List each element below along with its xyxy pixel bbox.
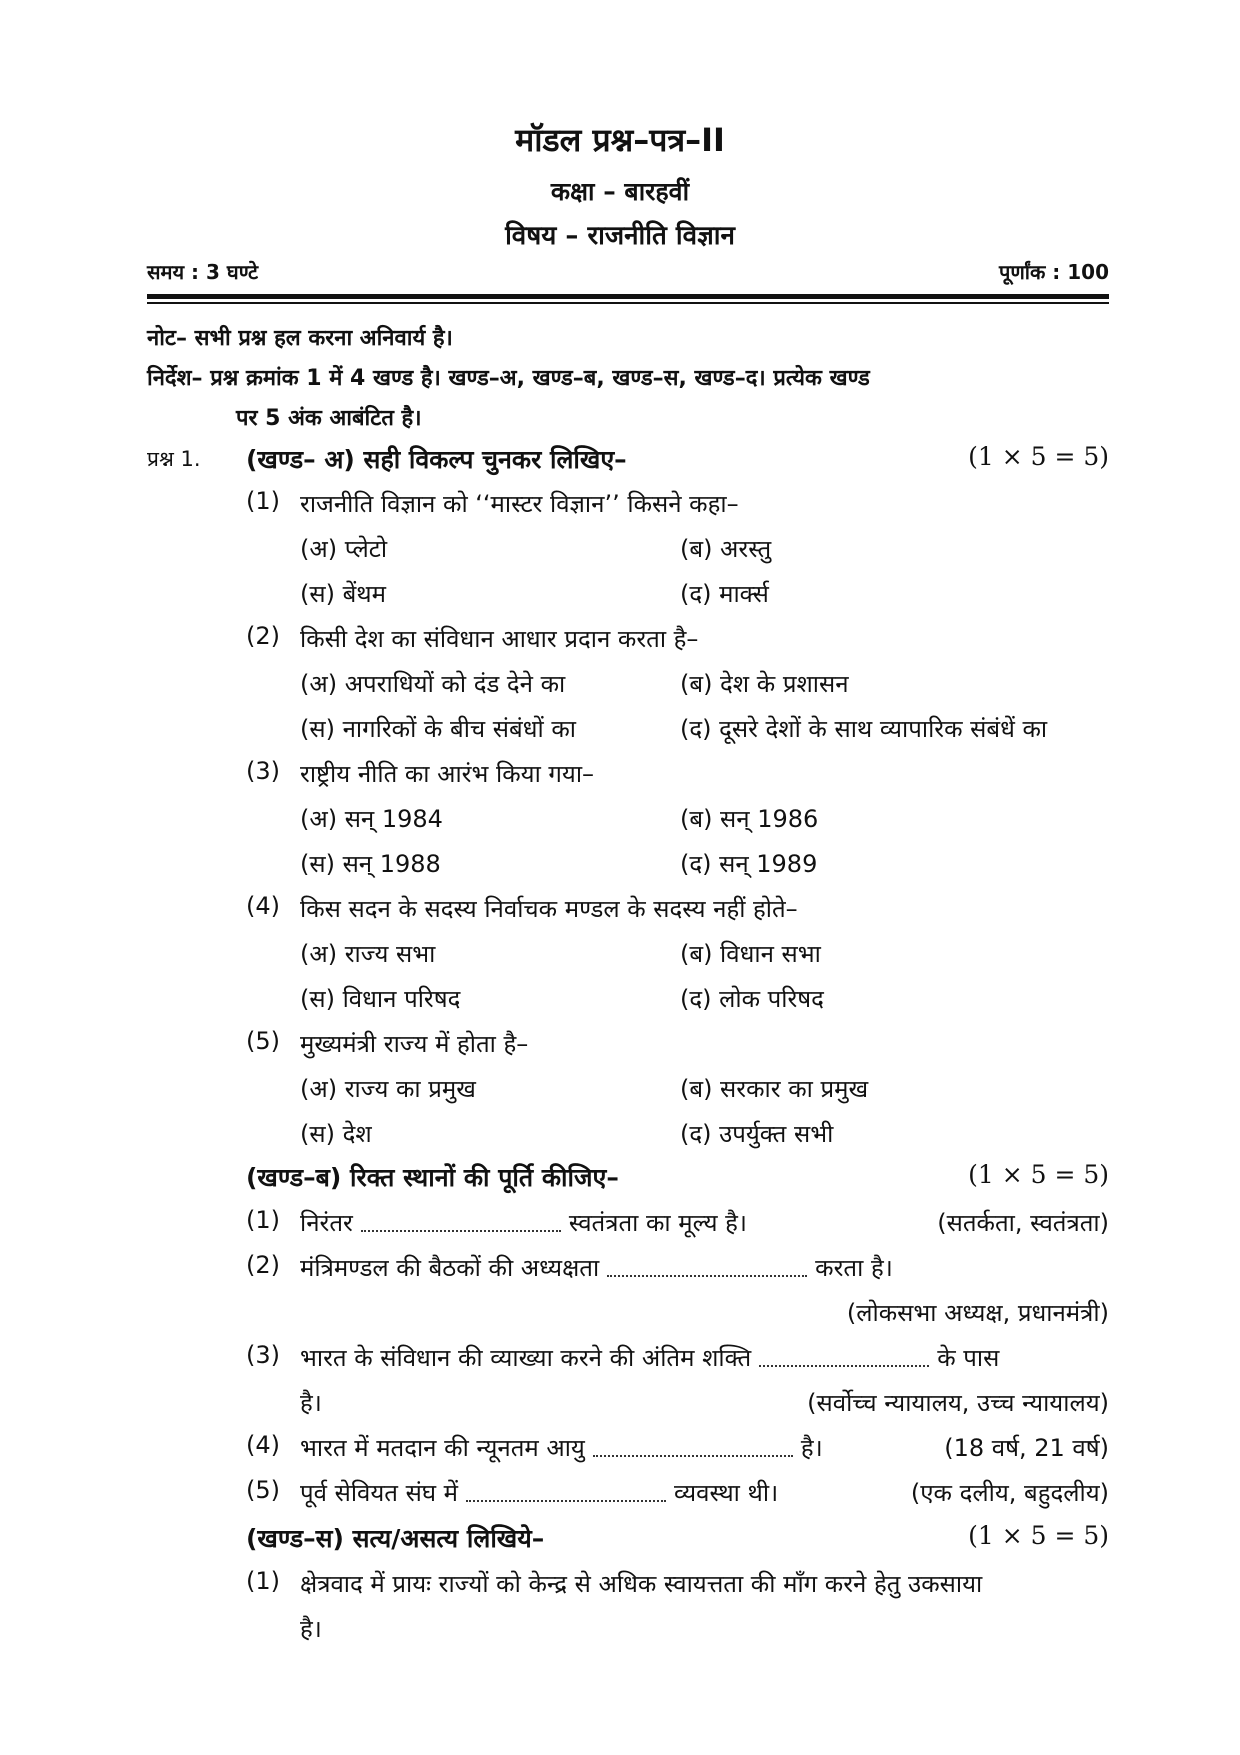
section-c-marks: (1 × 5 = 5) [968,1521,1109,1550]
option-c: (स) बेंथम [300,580,386,608]
blank-line [607,1261,807,1277]
blank-line [593,1441,793,1457]
section-b-heading: (खण्ड–ब) रिक्त स्थानों की पूर्ति कीजिए– [246,1163,619,1192]
answer-choices: (18 वर्ष, 21 वर्ष) [944,1434,1109,1462]
option-b: (ब) सरकार का प्रमुख [680,1075,869,1103]
full-marks-label: पूर्णांक : 100 [998,260,1109,284]
note-text: नोट– सभी प्रश्न हल करना अनिवार्य है। [147,326,453,351]
question-number: (5) [246,1027,280,1055]
option-a: (अ) अपराधियों को दंड देने का [300,670,566,698]
sentence-before: भारत के संविधान की व्याख्या करने की अंतिम शक्ति [300,1344,752,1372]
statement-continuation: है। [300,1615,322,1643]
item-number: (4) [246,1431,280,1459]
option-d: (द) दूसरे देशों के साथ व्यापारिक संबंधें का [680,715,1048,743]
fill-blank-sentence [300,1431,823,1464]
item-number: (2) [246,1251,280,1279]
item-number: (3) [246,1341,280,1369]
time-label: समय : 3 घण्टे [147,260,259,284]
sentence-before: पूर्व सेवियत संघ में [300,1479,459,1507]
section-b-marks: (1 × 5 = 5) [968,1160,1109,1189]
answer-choices: (सतर्कता, स्वतंत्रता) [937,1209,1109,1237]
option-b: (ब) विधान सभा [680,940,821,968]
sentence-before: भारत में मतदान की न्यूनतम आयु [300,1434,585,1462]
question-number: (3) [246,757,280,785]
header-rule-thick [147,294,1109,299]
option-a: (अ) राज्य सभा [300,940,436,968]
answer-choices: (सर्वोच्च न्यायालय, उच्च न्यायालय) [807,1389,1109,1417]
option-c: (स) विधान परिषद [300,985,461,1013]
question-text: किस सदन के सदस्य निर्वाचक मण्डल के सदस्य नहीं होते– [300,895,798,923]
fill-blank-sentence [300,1251,893,1284]
sentence-after: के पास [937,1344,1000,1372]
subject-label: विषय – राजनीति विज्ञान [505,221,735,251]
item-number: (5) [246,1476,280,1504]
blank-line [361,1216,561,1232]
option-d: (द) मार्क्स [680,580,769,608]
section-c-heading: (खण्ड–स) सत्य/असत्य लिखिये– [246,1524,545,1553]
answer-choices: (लोकसभा अध्यक्ष, प्रधानमंत्री) [846,1299,1109,1327]
blank-line [466,1486,666,1502]
sentence-after: व्यवस्था थी। [674,1479,779,1507]
fill-blank-sentence [300,1341,999,1374]
blank-line [759,1351,929,1367]
class-label: कक्षा – बारहवीं [550,177,690,206]
option-d: (द) सन् 1989 [680,850,818,878]
item-number: (1) [246,1206,280,1234]
option-c: (स) देश [300,1120,372,1148]
sentence-continuation: है। [300,1389,322,1417]
question-text: मुख्यमंत्री राज्य में होता है– [300,1030,529,1058]
answer-choices: (एक दलीय, बहुदलीय) [910,1479,1109,1507]
question-text: किसी देश का संविधान आधार प्रदान करता है– [300,625,699,653]
section-a-heading: (खण्ड– अ) सही विकल्प चुनकर लिखिए– [246,445,627,474]
direction-text-line1: निर्देश– प्रश्न क्रमांक 1 में 4 खण्ड है। खण्ड–अ, खण्ड–ब, खण्ड–स, खण्ड–द। प्रत्येक खण्ड [147,366,870,391]
option-a: (अ) राज्य का प्रमुख [300,1075,476,1103]
option-d: (द) लोक परिषद [680,985,824,1013]
section-a-marks: (1 × 5 = 5) [968,442,1109,471]
header-rule-thin [147,302,1109,304]
option-a: (अ) प्लेटो [300,535,388,563]
fill-blank-sentence [300,1206,747,1239]
question-number: (4) [246,892,280,920]
question-text: राष्ट्रीय नीति का आरंभ किया गया– [300,760,595,788]
option-d: (द) उपर्युक्त सभी [680,1120,834,1148]
statement-text: क्षेत्रवाद में प्रायः राज्यों को केन्द्र से अधिक स्वायत्तता की माँग करने हेतु उकसाया [300,1570,983,1598]
item-number: (1) [246,1567,280,1595]
sentence-after: स्वतंत्रता का मूल्य है। [568,1209,747,1237]
option-a: (अ) सन् 1984 [300,805,443,833]
option-c: (स) सन् 1988 [300,850,441,878]
option-c: (स) नागरिकों के बीच संबंधों का [300,715,576,743]
direction-text-line2: पर 5 अंक आबंटित है। [236,406,422,431]
sentence-before: निरंतर [300,1209,353,1237]
sentence-after: है। [800,1434,823,1462]
paper-title: मॉडल प्रश्न–पत्र–II [515,121,725,159]
question-number: (1) [246,487,280,515]
option-b: (ब) सन् 1986 [680,805,819,833]
option-b: (ब) अरस्तु [680,535,772,563]
question-label: प्रश्न 1. [147,447,201,471]
fill-blank-sentence [300,1476,778,1509]
question-text: राजनीति विज्ञान को ‘‘मास्टर विज्ञान’’ किसने कहा– [300,490,739,518]
sentence-before: मंत्रिमण्डल की बैठकों की अध्यक्षता [300,1254,600,1282]
option-b: (ब) देश के प्रशासन [680,670,849,698]
sentence-after: करता है। [815,1254,893,1282]
question-number: (2) [246,622,280,650]
